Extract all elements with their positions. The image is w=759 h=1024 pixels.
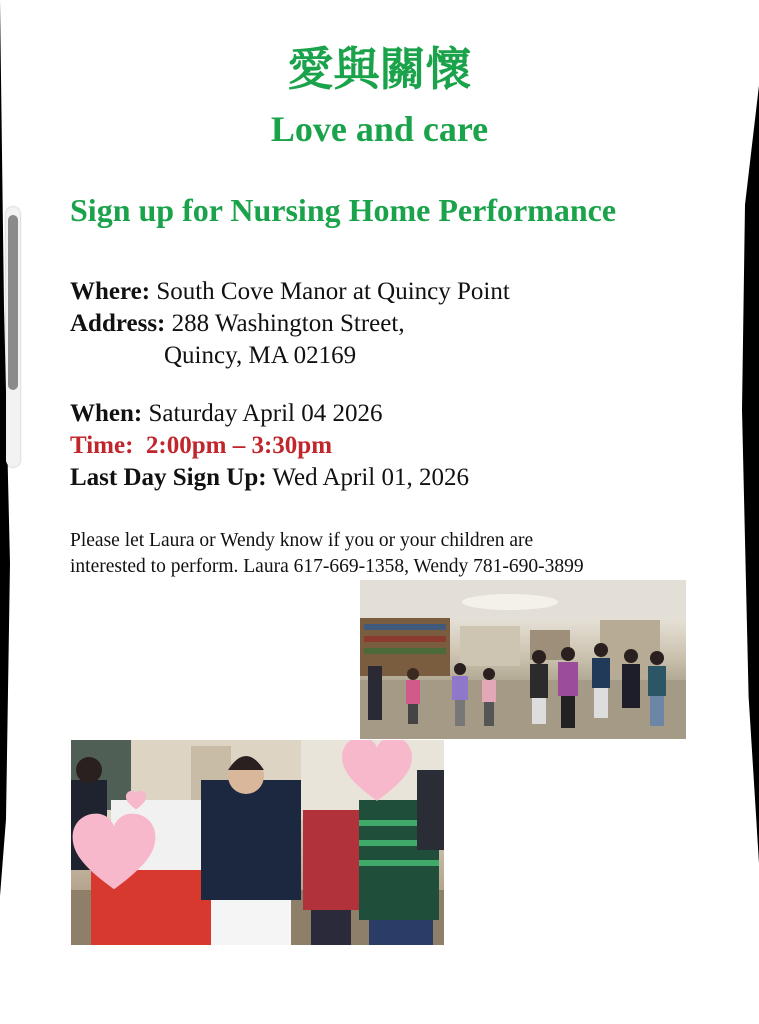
headline: Sign up for Nursing Home Performance <box>70 192 617 228</box>
where-value: South Cove Manor at Quincy Point <box>156 278 510 305</box>
heart-icon <box>71 810 159 900</box>
schedule-block <box>70 398 469 494</box>
title-chinese: 愛與關懷 <box>287 42 472 96</box>
title-english: Love and care <box>270 109 489 149</box>
last-day-line <box>70 462 469 494</box>
last-day-value: Wed April 01, 2026 <box>272 464 469 491</box>
heart-icon <box>125 790 147 812</box>
note-line2: interested to perform. Laura 617-669-1358, Wendy 781-690-3899 <box>70 556 584 577</box>
where-label: Where: <box>70 278 151 305</box>
when-value: Saturday April 04 2026 <box>148 400 383 427</box>
scrollbar-thumb[interactable] <box>8 215 18 390</box>
contact-note <box>70 528 584 580</box>
left-page-edge <box>0 0 50 1024</box>
scrollbar[interactable] <box>6 207 20 467</box>
address-label: Address: <box>70 310 166 337</box>
address-line <box>70 308 510 340</box>
last-day-label: Last Day Sign Up: <box>70 464 267 491</box>
address-line2: Quincy, MA 02169 <box>164 342 357 369</box>
heart-icon <box>339 740 415 810</box>
time-line <box>70 430 469 462</box>
when-label: When: <box>70 400 143 427</box>
location-block <box>70 276 510 372</box>
note-line1: Please let Laura or Wendy know if you or your children are <box>70 530 534 551</box>
residents-interaction-photo <box>71 740 444 945</box>
time-value: 2:00pm – 3:30pm <box>145 432 333 459</box>
address-line1: 288 Washington Street, <box>171 310 405 337</box>
where-line <box>70 276 510 308</box>
time-label: Time: <box>70 432 134 459</box>
right-page-edge <box>709 0 759 1024</box>
dance-performance-photo <box>360 580 686 739</box>
dance-photo-illustration <box>360 580 686 739</box>
when-line <box>70 398 469 430</box>
